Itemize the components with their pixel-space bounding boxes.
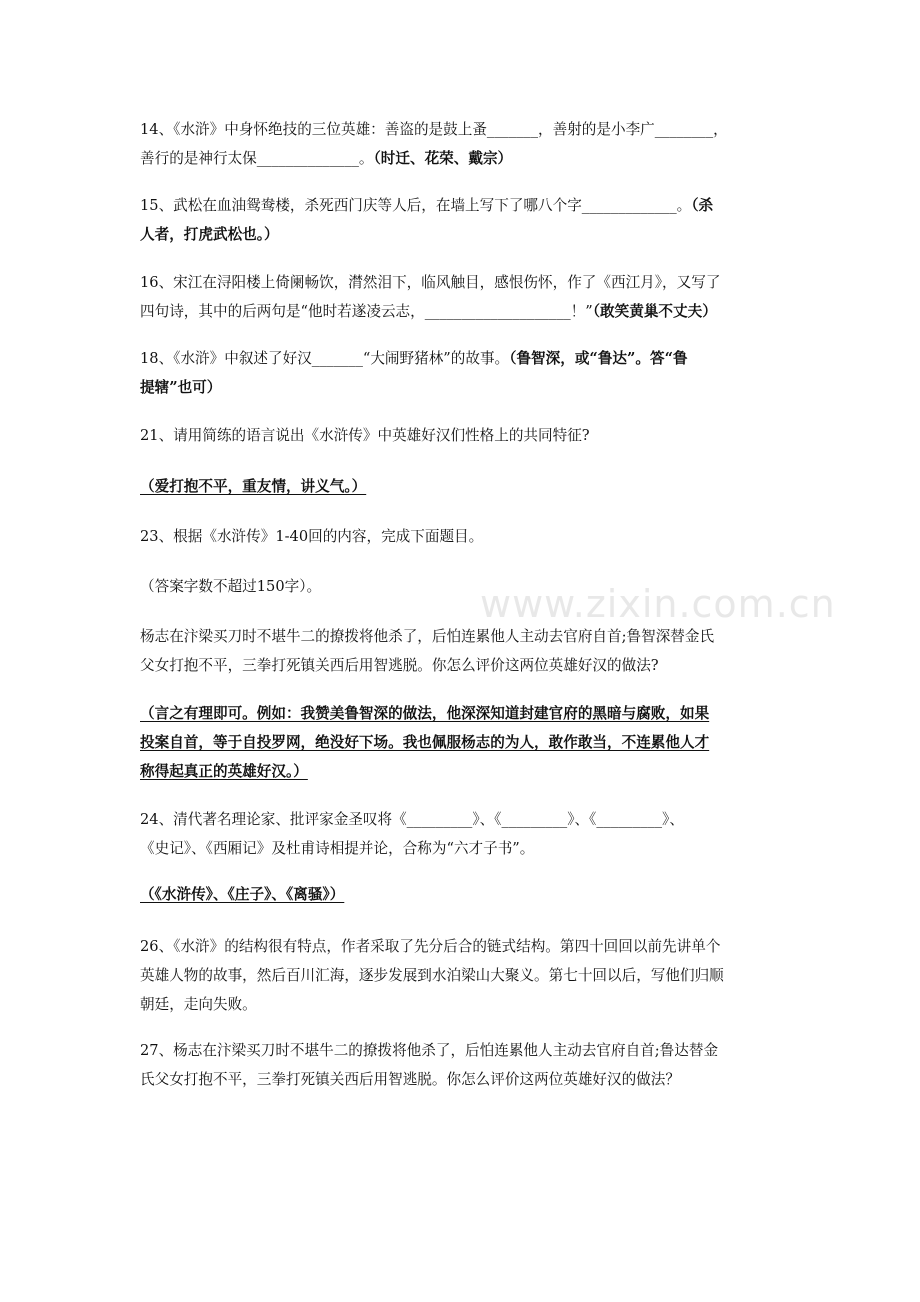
question-18-text: 18、《水浒》中叙述了好汉_______“大闹野猪林”的故事。 — [140, 350, 510, 367]
question-15-answer-end: 人者，打虎武松也。） — [140, 226, 279, 243]
question-21-text: 21、请用简练的语言说出《水浒传》中英雄好汉们性格上的共同特征? — [140, 427, 590, 444]
question-16-text: 四句诗，其中的后两句是“他时若遂凌云志，____________________！” — [140, 303, 593, 320]
question-16-line-1: 16、宋江在浔阳楼上倚阑畅饮，潸然泪下，临风触目，感恨伤怀，作了《西江月》，又写了 — [140, 274, 721, 291]
question-23-line-4: 父女打抱不平，三拳打死镇关西后用智逃脱。你怎么评价这两位英雄好汉的做法? — [140, 657, 659, 674]
question-15-line-1 — [140, 191, 790, 220]
question-23-answer-line-3: 称得起真正的英雄好汉。） — [140, 763, 308, 780]
question-16-answer: （敢笑黄巢不丈夫） — [592, 303, 717, 320]
question-24 — [140, 805, 790, 863]
question-24-line-1: 24、清代著名理论家、批评家金圣叹将《_________》、《_________》、《_________》、 — [140, 811, 684, 828]
question-24-line-2: 《史记》、《西厢记》及杜甫诗相提并论，合称为“六才子书”。 — [140, 840, 535, 857]
question-21-answer-block — [140, 472, 790, 501]
question-26-line-2: 英雄人物的故事，然后百川汇海，逐步发展到水泊梁山大聚义。第七十回以后，写他们归顺 — [140, 967, 724, 984]
question-14-line-2 — [140, 144, 790, 173]
question-23-note — [140, 572, 790, 601]
question-21-answer: （爱打抱不平，重友情，讲义气。） — [140, 478, 367, 495]
question-26-line-3: 朝廷，走向失败。 — [140, 996, 257, 1013]
question-23-body — [140, 622, 790, 680]
question-27-line-1: 27、杨志在汴梁买刀时不堪牛二的撩拨将他杀了，后怕连累他人主动去官府自首;鲁达替金 — [140, 1042, 719, 1059]
question-26-line-1: 26、《水浒》的结构很有特点，作者采取了先分后合的链式结构。第四十回回以前先讲单个 — [140, 938, 721, 955]
question-14-answer: （时迁、花荣、戴宗） — [373, 150, 513, 167]
question-16-line-2 — [140, 297, 790, 326]
question-18-answer-end: 提辖”也可） — [140, 379, 222, 396]
question-18 — [140, 344, 790, 402]
question-15-answer-start: （杀 — [691, 197, 714, 214]
question-23-answer-line-2: 投案自首，等于自投罗网，绝没好下场。我也佩服杨志的为人，敢作敢当，不连累他人才 — [140, 734, 710, 751]
question-26 — [140, 932, 790, 1019]
watermark: www.zixin.com.cn — [480, 582, 836, 626]
question-15-text: 15、武松在血油鸳鸯楼，杀死西门庆等人后，在墙上写下了哪八个字_____________。 — [140, 197, 692, 214]
question-23-answer — [140, 699, 790, 786]
question-23 — [140, 522, 790, 551]
question-24-answer-block — [140, 880, 790, 909]
question-14-text: 善行的是神行太保______________。 — [140, 150, 374, 167]
question-18-answer-start: （鲁智深，或“鲁达”。答“鲁 — [509, 350, 688, 367]
question-24-answer: （《水浒传》、《庄子》、《离骚》） — [140, 886, 345, 903]
question-16 — [140, 268, 790, 326]
question-21 — [140, 421, 790, 450]
question-14 — [140, 115, 790, 173]
question-23-line-1: 23、根据《水浒传》1-40回的内容，完成下面题目。 — [140, 528, 484, 545]
question-14-line-1: 14、《水浒》中身怀绝技的三位英雄：善盗的是鼓上蚤_______，善射的是小李广________， — [140, 121, 728, 138]
question-18-line-1 — [140, 344, 790, 373]
question-23-answer-line-1: （言之有理即可。例如：我赞美鲁智深的做法，他深深知道封建官府的黑暗与腐败，如果 — [140, 705, 710, 722]
question-23-line-3: 杨志在汴梁买刀时不堪牛二的撩拨将他杀了，后怕连累他人主动去官府自首;鲁智深替金氏 — [140, 628, 715, 645]
question-27-line-2: 氏父女打抱不平，三拳打死镇关西后用智逃脱。你怎么评价这两位英雄好汉的做法？ — [140, 1071, 680, 1088]
question-23-line-2: （答案字数不超过150字）。 — [140, 578, 322, 595]
question-27 — [140, 1036, 790, 1094]
question-15 — [140, 191, 790, 249]
